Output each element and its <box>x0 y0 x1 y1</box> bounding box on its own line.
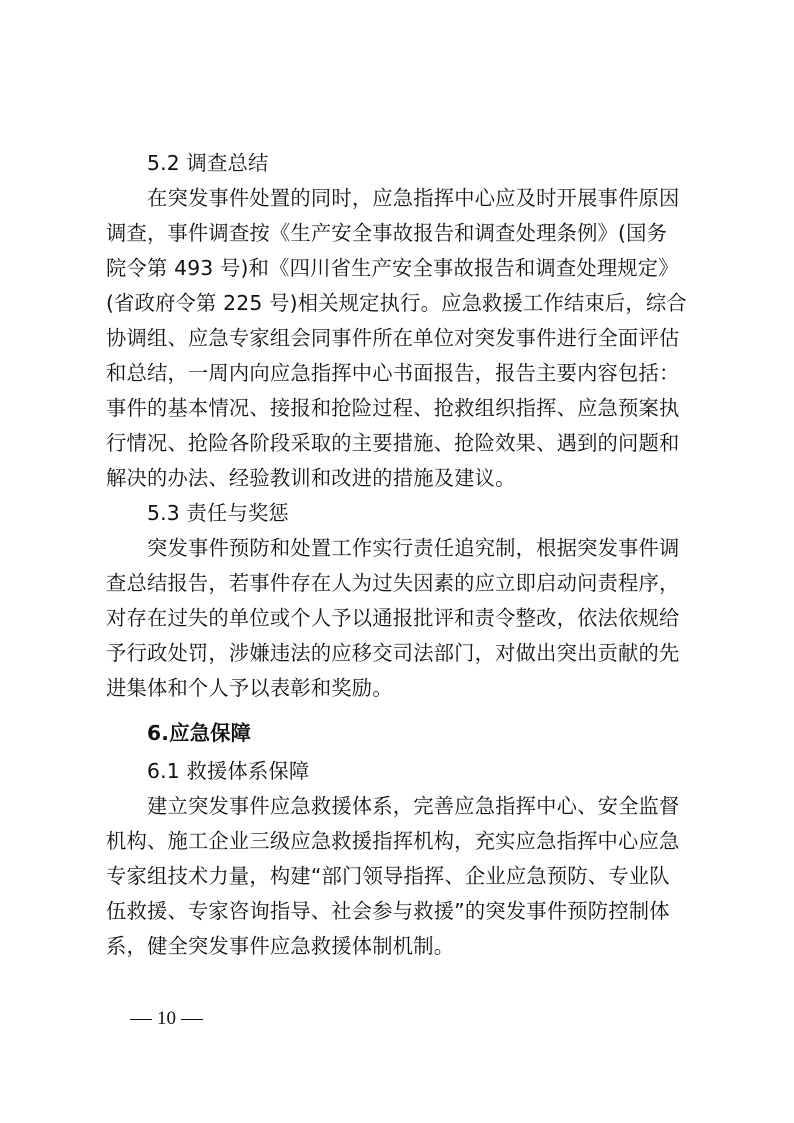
paragraph-line: 对存在过失的单位或个人予以通报批评和责令整改，依法依规给 <box>106 606 680 630</box>
section-heading-6-1: 6.1 救援体系保障 <box>147 759 310 783</box>
paragraph-line: 解决的办法、经验教训和改进的措施及建议。 <box>106 466 516 490</box>
paragraph-line: 院令第 493 号)和《四川省生产安全事故报告和调查处理规定》 <box>106 256 679 280</box>
paragraph-line: 突发事件预防和处置工作实行责任追究制，根据突发事件调 <box>147 536 680 560</box>
paragraph-line: 协调组、应急专家组会同事件所在单位对突发事件进行全面评估 <box>106 326 680 350</box>
paragraph-line: 事件的基本情况、接报和抢险过程、抢救组织指挥、应急预案执 <box>106 396 680 420</box>
paragraph-line: 系，健全突发事件应急救援体制机制。 <box>106 934 455 958</box>
page-footer <box>130 1006 203 1032</box>
paragraph-line: 予行政处罚，涉嫌违法的应移交司法部门，对做出突出贡献的先 <box>106 641 680 665</box>
page-number: 10 <box>157 1008 176 1029</box>
paragraph-line: 机构、施工企业三级应急救援指挥机构，充实应急指挥中心应急 <box>106 829 680 853</box>
paragraph-line: 在突发事件处置的同时，应急指挥中心应及时开展事件原因 <box>147 186 680 210</box>
paragraph-line: 和总结，一周内向应急指挥中心书面报告，报告主要内容包括： <box>106 361 680 385</box>
section-heading-5-2: 5.2 调查总结 <box>147 151 269 175</box>
paragraph-line: (省政府令第 225 号)相关规定执行。应急救援工作结束后，综合 <box>106 291 687 315</box>
paragraph-line: 进集体和个人予以表彰和奖励。 <box>106 676 393 700</box>
paragraph-line: 专家组技术力量，构建“部门领导指挥、企业应急预防、专业队 <box>106 864 670 888</box>
paragraph-line: 调查，事件调查按《生产安全事故报告和调查处理条例》(国务 <box>106 221 668 245</box>
paragraph-line: 查总结报告，若事件存在人为过失因素的应立即启动问责程序， <box>106 571 680 595</box>
paragraph-line: 建立突发事件应急救援体系，完善应急指挥中心、安全监督 <box>147 794 680 818</box>
paragraph-line: 行情况、抢险各阶段采取的主要措施、抢险效果、遇到的问题和 <box>106 431 680 455</box>
footer-dash-left <box>130 1019 152 1020</box>
chapter-heading-6: 6.应急保障 <box>147 721 252 745</box>
section-heading-5-3: 5.3 责任与奖惩 <box>147 501 289 525</box>
paragraph-line: 伍救援、专家咨询指导、社会参与救援”的突发事件预防控制体 <box>106 899 670 923</box>
footer-dash-right <box>181 1019 203 1020</box>
